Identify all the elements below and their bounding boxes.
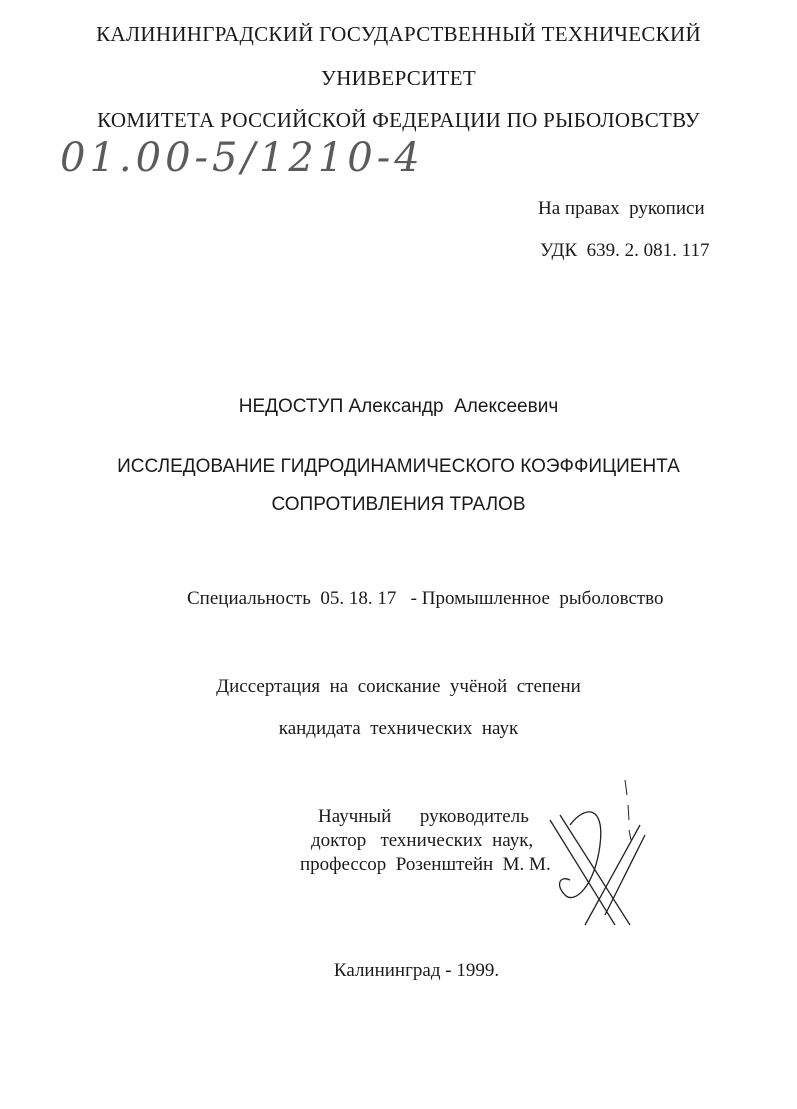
header-line-1: КАЛИНИНГРАДСКИЙ ГОСУДАРСТВЕННЫЙ ТЕХНИЧЕСКИЙ	[96, 22, 701, 46]
supervisor-line-3: профессор Розенштейн М. М.	[300, 854, 551, 875]
title-line-2: СОПРОТИВЛЕНИЯ ТРАЛОВ	[271, 494, 526, 515]
supervisor-line-1: Научный руководитель	[318, 806, 529, 827]
specialty: Специальность 05. 18. 17 - Промышленное рыболовство	[187, 588, 664, 609]
author-name: НЕДОСТУП Александр Алексеевич	[238, 396, 559, 417]
supervisor-line-2: доктор технических наук,	[311, 830, 534, 851]
udk-code: УДК 639. 2. 081. 117	[540, 240, 710, 261]
signature	[545, 775, 655, 935]
degree-line-2: кандидата технических наук	[278, 718, 519, 739]
rights-notice: На правах рукописи	[538, 198, 705, 219]
title-line-1: ИССЛЕДОВАНИЕ ГИДРОДИНАМИЧЕСКОГО КОЭФФИЦИЕНТА	[117, 456, 680, 477]
city-year: Калининград - 1999.	[333, 960, 500, 981]
handwritten-archive-number: 01.00-5/1210-4	[60, 135, 424, 181]
header-line-3: КОМИТЕТА РОССИЙСКОЙ ФЕДЕРАЦИИ ПО РЫБОЛОВСТВУ	[97, 108, 700, 132]
header-line-2: УНИВЕРСИТЕТ	[321, 66, 476, 90]
degree-line-1: Диссертация на соискание учёной степени	[216, 676, 581, 697]
